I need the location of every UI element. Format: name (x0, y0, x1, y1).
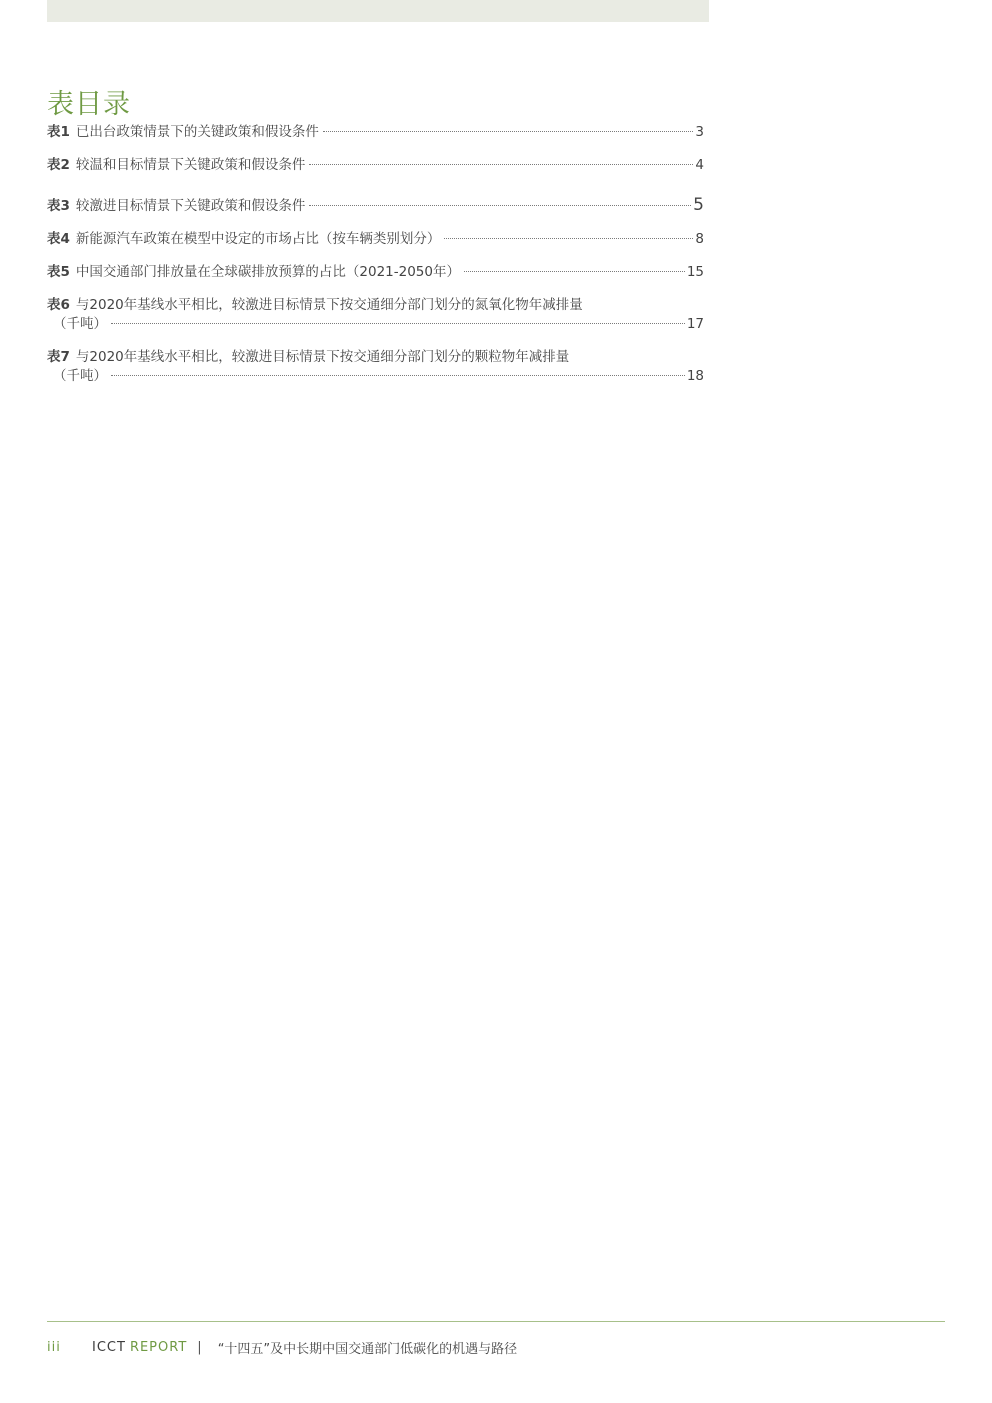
toc-entry-number: 表6 (47, 297, 70, 313)
toc-entry-number: 表4 (47, 231, 70, 247)
toc-entry-page: 15 (686, 264, 704, 280)
toc-entry-title: 已出台政策情景下的关键政策和假设条件 (75, 124, 319, 140)
toc-entry-title: 与2020年基线水平相比，较激进目标情景下按交通细分部门划分的氮氧化物年减排量 (75, 297, 583, 313)
toc-entry-title-continued: （千吨） (53, 316, 107, 332)
leader-dots (309, 164, 693, 165)
toc-entry-page: 18 (686, 368, 704, 384)
toc-entry-number: 表7 (47, 349, 70, 365)
leader-dots (111, 375, 685, 376)
toc-entry-number: 表2 (47, 157, 70, 173)
toc-entry-title: 与2020年基线水平相比，较激进目标情景下按交通细分部门划分的颗粒物年减排量 (75, 349, 570, 365)
footer-page-number: iii (47, 1340, 61, 1355)
toc-entry-page: 4 (695, 157, 704, 173)
toc-entry-title: 较激进目标情景下关键政策和假设条件 (75, 198, 306, 214)
top-color-band (47, 0, 709, 22)
toc-entry-title: 较温和目标情景下关键政策和假设条件 (75, 157, 306, 173)
toc-entry-title: 中国交通部门排放量在全球碳排放预算的占比（2021-2050年） (75, 264, 460, 280)
footer-divider (47, 1321, 945, 1322)
leader-dots (464, 271, 685, 272)
toc-entry-number: 表1 (47, 124, 70, 140)
toc-entry-number: 表5 (47, 264, 70, 280)
toc-entry-2[interactable] (47, 156, 704, 175)
toc-entry-5[interactable] (47, 263, 704, 282)
toc-entry-6[interactable] (47, 296, 704, 334)
leader-dots (309, 205, 691, 206)
footer-document-title: “十四五”及中长期中国交通部门低碳化的机遇与路径 (217, 1342, 518, 1357)
page-title: 表目录 (47, 89, 131, 120)
toc-entry-3[interactable] (47, 196, 704, 216)
toc-entry-7[interactable] (47, 348, 704, 386)
toc-entry-title: 新能源汽车政策在模型中设定的市场占比（按车辆类别划分） (75, 231, 441, 247)
leader-dots (444, 238, 693, 239)
leader-dots (323, 131, 694, 132)
toc-entry-page: 3 (695, 124, 704, 140)
leader-dots (111, 323, 685, 324)
toc-entry-number: 表3 (47, 198, 70, 214)
toc-entry-title-continued: （千吨） (53, 368, 107, 384)
toc-entry-page: 17 (686, 316, 704, 332)
footer-report-label: REPORT (129, 1340, 188, 1355)
toc-entry-page: 8 (695, 231, 704, 247)
toc-entry-4[interactable] (47, 230, 704, 249)
toc-entry-1[interactable] (47, 123, 704, 142)
page-footer (47, 1338, 517, 1357)
footer-org-name: ICCT (92, 1340, 126, 1355)
footer-separator: | (197, 1340, 202, 1355)
toc-entry-page: 5 (693, 195, 704, 215)
